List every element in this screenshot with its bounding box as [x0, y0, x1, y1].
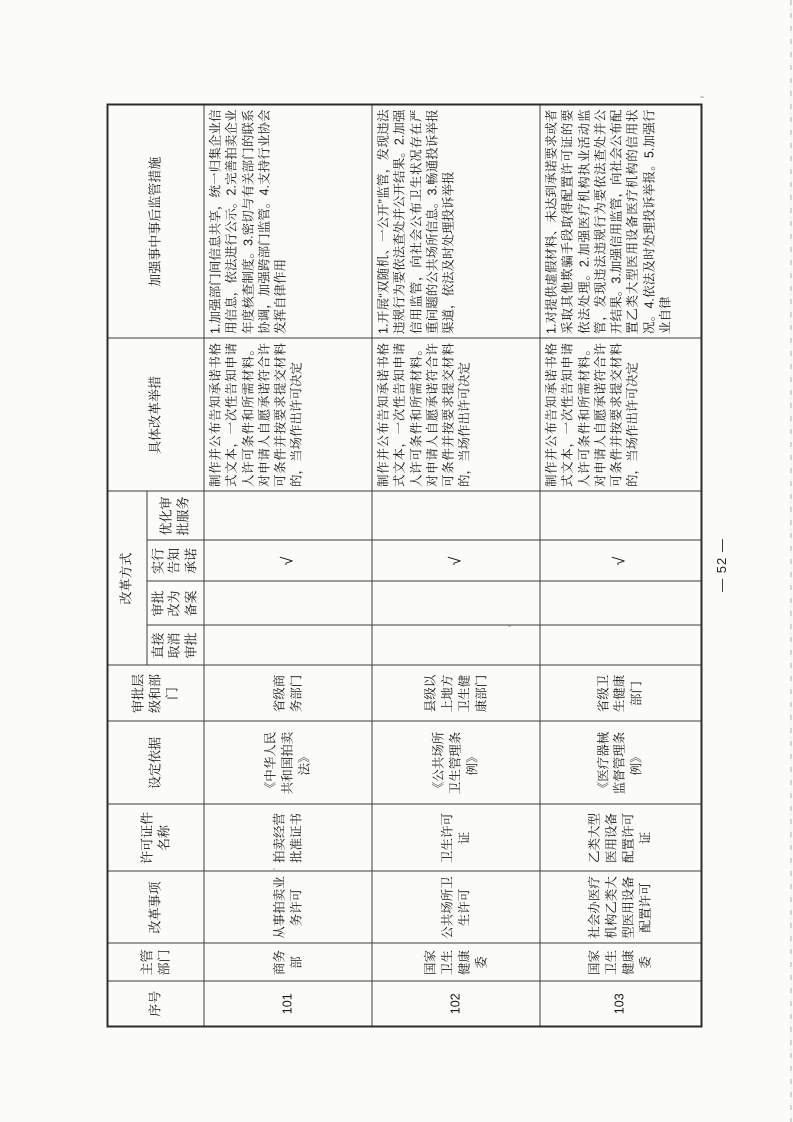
cell-measures: 制作并公布告知承诺书格式文本，一次性告知申请人许可条件和所需材料。对申请人自愿承诺符合许可条件并按要求提交材料的，当场作出许可决定: [204, 338, 372, 491]
cell-method-filing-empty: [204, 582, 372, 626]
cell-method-filing-empty: [372, 582, 540, 626]
cell-method-cancel-empty: [204, 626, 372, 666]
rotated-table-container: [107, 106, 696, 1028]
header-basis: 设定依据: [108, 722, 205, 805]
cell-method-optimize-empty: [204, 491, 372, 540]
cell-serial: 101: [204, 982, 372, 1027]
cell-measures: 制作并公布告知承诺书格式文本，一次性告知申请人许可条件和所需材料。对申请人自愿承诺符合许可条件并按要求提交材料的，当场作出许可决定: [540, 338, 701, 491]
scan-speck: [273, 868, 275, 870]
header-method-commitment: 实行告知承诺: [147, 541, 205, 582]
cell-reform-item: 公共场所卫生许可: [372, 872, 540, 944]
cell-approval-level: 县级以上地方卫生健康部门: [372, 666, 540, 722]
cell-department: 国家卫生健康委: [540, 944, 701, 982]
cell-license-name: 拍卖经营批准证书: [204, 805, 372, 872]
cell-reform-item: 从事拍卖业务许可: [204, 872, 372, 944]
cell-basis: 《医疗器械监督管理条例》: [540, 722, 701, 805]
cell-measures: 制作并公布告知承诺书格式文本，一次性告知申请人许可条件和所需材料。对申请人自愿承诺符合许可条件并按要求提交材料的，当场作出许可决定: [372, 338, 540, 491]
cell-method-optimize-empty: [540, 491, 701, 540]
cell-basis: 《中华人民共和国拍卖法》: [204, 722, 372, 805]
header-method-filing: 审批改为备案: [147, 582, 205, 626]
cell-method-cancel-empty: [372, 626, 540, 666]
cell-supervision: 1.对提供虚假材料、未达到承诺要求或者采取其他欺骗手段取得配置许可证的要依法处理。2.加强医疗机构执业活动监管，发现违法违规行为要依法查处并公开结果。3.加强信用监管，向社会公布配置乙类大型医用设备医疗机构的信用状况。4.依法及时处理投诉举报。5.加强行业自律: [540, 104, 701, 338]
header-method-optimize: 优化审批服务: [147, 491, 205, 540]
cell-method-filing-empty: [540, 582, 701, 626]
checkmark-commitment: √: [540, 541, 701, 582]
cell-serial: 103: [540, 982, 701, 1027]
scan-edge-artifact: [790, 0, 792, 1122]
header-approval-level: 审批层级和部门: [108, 666, 205, 722]
header-reform-method-group: 改革方式: [108, 491, 147, 665]
cell-reform-item: 社会办医疗机构乙类大型医用设备配置许可: [540, 872, 701, 944]
page-number: — 52 —: [714, 538, 729, 592]
header-department: 主管部门: [108, 944, 205, 982]
scan-speck: [700, 96, 704, 98]
header-method-cancel: 直接取消审批: [147, 626, 205, 666]
cell-approval-level: 省级卫生健康部门: [540, 666, 701, 722]
table-row-102: [372, 104, 540, 1026]
header-reform-item: 改革事项: [108, 872, 205, 944]
header-supervision: 加强事中事后监管措施: [108, 104, 205, 338]
cell-license-name: 乙类大型医用设备配置许可证: [540, 805, 701, 872]
cell-serial: 102: [372, 982, 540, 1027]
header-license-name: 许可证件名称: [108, 805, 205, 872]
checkmark-commitment: √: [372, 541, 540, 582]
header-serial: 序号: [108, 982, 205, 1027]
cell-license-name: 卫生许可证: [372, 805, 540, 872]
cell-supervision: 1.开展“双随机、一公开”监管，发现违法违规行为要依法查处并公开结果。2.加强信用监管，向社会公布卫生状况存在严重问题的公共场所信息。3.畅通投诉举报渠道，依法及时处理投诉举报: [372, 104, 540, 338]
cell-method-optimize-empty: [372, 491, 540, 540]
header-measures: 具体改革举措: [108, 338, 205, 491]
cell-approval-level: 省级商务部门: [204, 666, 372, 722]
table-row-103: [540, 104, 701, 1026]
checkmark-commitment: √: [204, 541, 372, 582]
cell-method-cancel-empty: [540, 626, 701, 666]
cell-basis: 《公共场所卫生管理条例》: [372, 722, 540, 805]
scan-speck: [508, 625, 511, 627]
reform-items-table: [107, 103, 703, 1027]
table-row-101: [204, 104, 372, 1026]
cell-department: 商务部: [204, 944, 372, 982]
cell-department: 国家卫生健康委: [372, 944, 540, 982]
cell-supervision: 1.加强部门间信息共享，统一归集企业信用信息，依法进行公示。2.完善拍卖企业年度核查制度。3.密切与有关部门的联系协调，加强跨部门监管。4.支持行业协会发挥自律作用: [204, 104, 372, 338]
